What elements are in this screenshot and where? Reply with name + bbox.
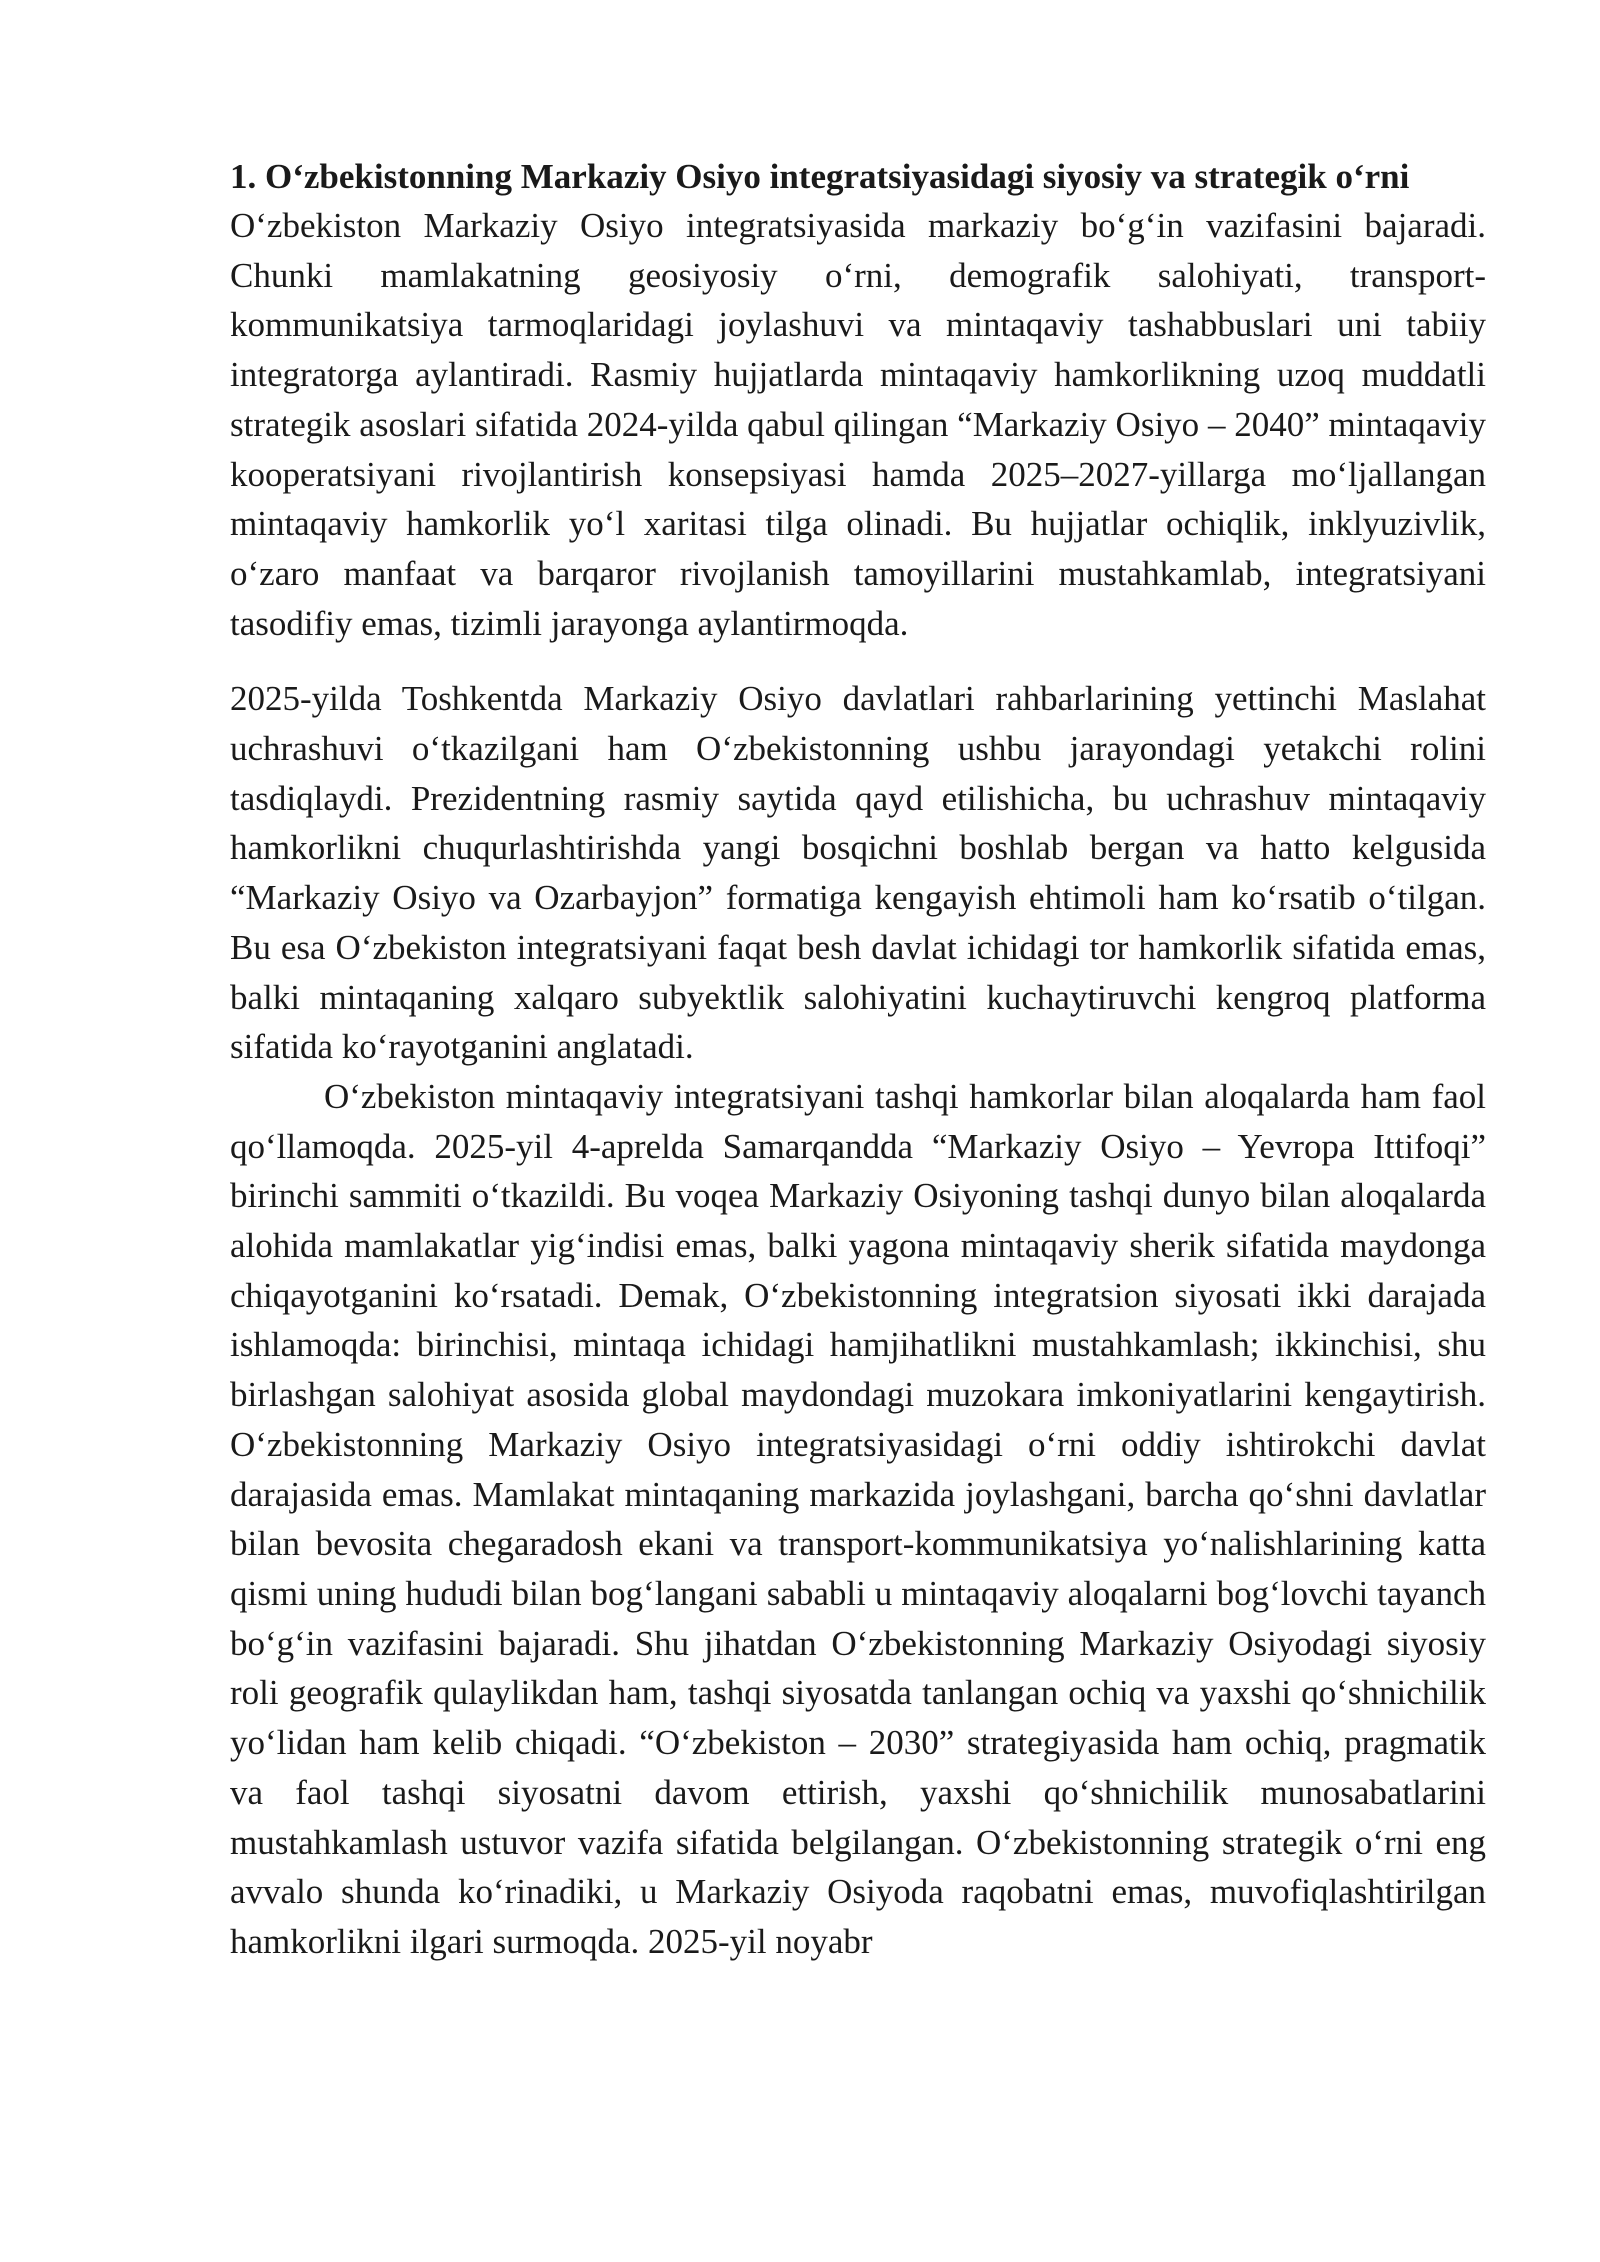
section-heading: 1. O‘zbekistonning Markaziy Osiyo integratsiyasidagi siyosiy va strategik o‘rni [230,157,1410,196]
paragraph-2: 2025-yilda Toshkentda Markaziy Osiyo davlatlari rahbarlarining yettinchi Maslahat uchrashuvi o‘tkazilgani ham O‘zbekistonning ushbu jarayondagi yetakchi rolini tasdiqlaydi. Prezidentning rasmiy saytida qayd etilishicha, bu uchrashuv mintaqaviy hamkorlikni chuqurlashtirishda yangi bosqichni boshlab bergan va hatto kelgusida “Markaziy Osiyo va Ozarbayjon” formatiga kengayish ehtimoli ham ko‘rsatib o‘tilgan. Bu esa O‘zbekiston integratsiyani faqat besh davlat ichidagi tor hamkorlik sifatida emas, balki mintaqaning xalqaro subyektlik salohiyatini kuchaytiruvchi kengroq platforma sifatida ko‘rayotganini anglatadi. [230,679,1486,1067]
paragraph-3: O‘zbekiston mintaqaviy integratsiyani tashqi hamkorlar bilan aloqalarda ham faol qo‘llamoqda. 2025-yil 4-aprelda Samarqandda “Markaziy Osiyo – Yevropa Ittifoqi” birinchi sammiti o‘tkazildi. Bu voqea Markaziy Osiyoning tashqi dunyo bilan aloqalarda alohida mamlakatlar yig‘indisi emas, balki yagona mintaqaviy sherik sifatida maydonga chiqayotganini ko‘rsatadi. Demak, O‘zbekistonning integratsion siyosati ikki darajada ishlamoqda: birinchisi, mintaqa ichidagi hamjihatlikni mustahkamlash; ikkinchisi, shu birlashgan salohiyat asosida global maydondagi muzokara imkoniyatlarini kengaytirish. O‘zbekistonning Markaziy Osiyo integratsiyasidagi o‘rni oddiy ishtirokchi davlat darajasida emas. Mamlakat mintaqaning markazida joylashgani, barcha qo‘shni davlatlar bilan bevosita chegaradosh ekani va transport-kommunikatsiya yo‘nalishlarining katta qismi uning hududi bilan bog‘langani sababli u mintaqaviy aloqalarni bog‘lovchi tayanch bo‘g‘in vazifasini bajaradi. Shu jihatdan O‘zbekistonning Markaziy Osiyodagi siyosiy roli geografik qulaylikdan ham, tashqi siyosatda tanlangan ochiq va yaxshi qo‘shnichilik yo‘lidan ham kelib chiqadi. “O‘zbekiston – 2030” strategiyasida ham ochiq, pragmatik va faol tashqi siyosatni davom ettirish, yaxshi qo‘shnichilik munosabatlarini mustahkamlash ustuvor vazifa sifatida belgilangan. O‘zbekistonning strategik o‘rni eng avvalo shunda ko‘rinadiki, u Markaziy Osiyoda raqobatni emas, muvofiqlashtirilgan hamkorlikni ilgari surmoqda. 2025-yil noyabr [230,1076,1486,1961]
document-page [230,152,1486,1967]
paragraph-1: O‘zbekiston Markaziy Osiyo integratsiyasida markaziy bo‘g‘in vazifasini bajaradi. Chunki mamlakatning geosiyosiy o‘rni, demografik salohiyati, transport-kommunikatsiya tarmoqlaridagi joylashuvi va mintaqaviy tashabbuslari uni tabiiy integratorga aylantiradi. Rasmiy hujjatlarda mintaqaviy hamkorlikning uzoq muddatli strategik asoslari sifatida 2024-yilda qabul qilingan “Markaziy Osiyo – 2040” mintaqaviy kooperatsiyani rivojlantirish konsepsiyasi hamda 2025–2027-yillarga mo‘ljallangan mintaqaviy hamkorlik yo‘l xaritasi tilga olinadi. Bu hujjatlar ochiqlik, inklyuzivlik, o‘zaro manfaat va barqaror rivojlanish tamoyillarini mustahkamlab, integratsiyani tasodifiy emas, tizimli jarayonga aylantirmoqda. [230,206,1486,643]
